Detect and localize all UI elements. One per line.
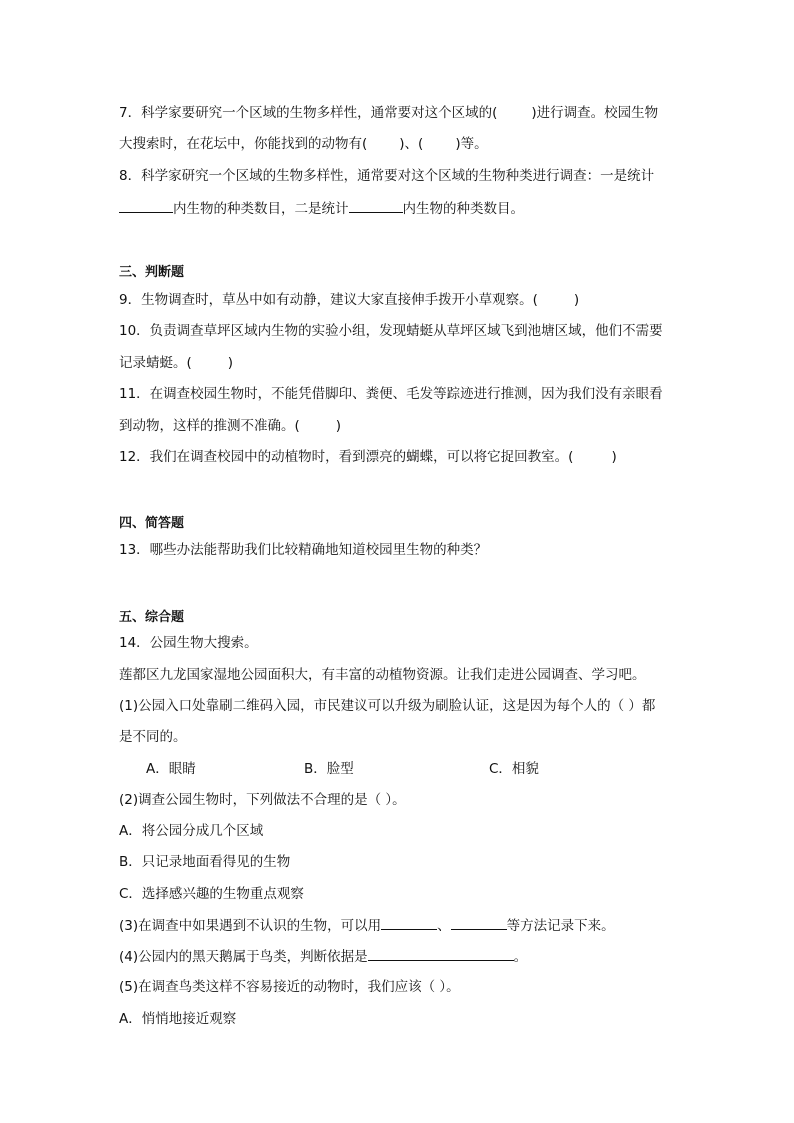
q7-line-2 — [119, 135, 488, 153]
q9-paren-close: ) — [573, 292, 580, 308]
q8-line-1: 8．科学家研究一个区域的生物多样性，通常要对这个区域的生物种类进行调查：一是统计 — [119, 168, 655, 184]
q14-part5-question: (5)在调查鸟类这样不容易接近的动物时，我们应该（ ）。 — [119, 979, 460, 995]
q14-part4-fill-blank — [368, 947, 514, 961]
q11-line-2 — [119, 417, 341, 435]
q12-paren-close: ) — [611, 449, 617, 465]
q14-part2-option-b: B．只记录地面看得见的生物 — [119, 854, 291, 870]
q14-part1-option-a: A．眼睛 — [146, 761, 196, 777]
q9-line — [119, 291, 579, 309]
q14-part5-option-a: A．悄悄地接近观察 — [119, 1011, 237, 1027]
q10-line-1: 10．负责调查草坪区域内生物的实验小组，发现蜻蜓从草坪区域飞到池塘区域，他们不需要 — [119, 323, 663, 339]
q14-part2-question: (2)调查公园生物时，下列做法不合理的是（ ）。 — [119, 792, 406, 808]
q8-fill-blank-2 — [349, 199, 403, 213]
q14-part3-text-a: (3)在调查中如果遇到不认识的生物，可以用 — [119, 918, 382, 934]
q9-text: 9．生物调查时，草丛中如有动静，建议大家直接伸手拨开小草观察。( — [119, 292, 538, 308]
q10-paren-close: ) — [227, 355, 234, 371]
q11-line-1: 11．在调查校园生物时，不能凭借脚印、粪便、毛发等踪迹进行推测，因为我们没有亲眼看 — [119, 386, 663, 402]
q12-line — [119, 448, 617, 466]
q14-intro: 莲都区九龙国家湿地公园面积大，有丰富的动植物资源。让我们走进公园调查、学习吧。 — [119, 667, 646, 683]
q7-text-d: )、( — [399, 136, 424, 152]
q14-part4-text-a: (4)公园内的黑天鹅属于鸟类，判断依据是 — [119, 949, 368, 965]
q7-text-e: )等。 — [455, 136, 488, 152]
q7-line-1 — [119, 104, 658, 122]
q14-part3-text-b: 、 — [437, 918, 451, 934]
q11-paren-close: ) — [335, 418, 342, 434]
q14-part1-option-c: C．相貌 — [489, 761, 539, 777]
q8-text-a: 内生物的种类数目，二是统计 — [173, 201, 349, 217]
q8-line-2 — [119, 199, 524, 218]
section-4-heading: 四、简答题 — [119, 516, 185, 531]
q14-part4-text-b: 。 — [513, 949, 528, 965]
q14-part1-option-b: B．脸型 — [304, 761, 354, 777]
section-3-heading: 三、判断题 — [119, 265, 185, 280]
q14-part3-fill-blank-2 — [451, 916, 507, 930]
q14-part3-text-c: 等方法记录下来。 — [506, 918, 615, 934]
q14-part1-line-1: (1)公园入口处靠刷二维码入园，市民建议可以升级为刷脸认证，这是因为每个人的（ ）都 — [119, 698, 656, 714]
q10-line-2 — [119, 354, 233, 372]
q7-text-b: )进行调查。校园生物 — [531, 105, 659, 121]
q14-part3-fill-blank-1 — [381, 916, 437, 930]
q14-part1-line-2: 是不同的。 — [119, 729, 187, 745]
q14-title: 14．公园生物大搜索。 — [119, 635, 258, 651]
section-5-heading: 五、综合题 — [119, 610, 185, 625]
q7-text-a: 7．科学家要研究一个区域的生物多样性，通常要对这个区域的( — [119, 105, 498, 121]
q14-part4-line — [119, 947, 527, 966]
q11-text: 到动物，这样的推测不准确。( — [119, 418, 300, 434]
q8-fill-blank-1 — [119, 199, 173, 213]
q7-text-c: 大搜索时，在花坛中，你能找到的动物有( — [119, 136, 368, 152]
q14-part2-option-c: C．选择感兴趣的生物重点观察 — [119, 886, 304, 902]
q13-line: 13．哪些办法能帮助我们比较精确地知道校园里生物的种类？ — [119, 542, 488, 558]
q14-part3-line — [119, 916, 615, 935]
q14-part2-option-a: A．将公园分成几个区域 — [119, 823, 264, 839]
q10-text: 记录蜻蜓。( — [119, 355, 192, 371]
q8-text-b: 内生物的种类数目。 — [402, 201, 524, 217]
q12-text: 12．我们在调查校园中的动植物时，看到漂亮的蝴蝶，可以将它捉回教室。( — [119, 449, 574, 465]
